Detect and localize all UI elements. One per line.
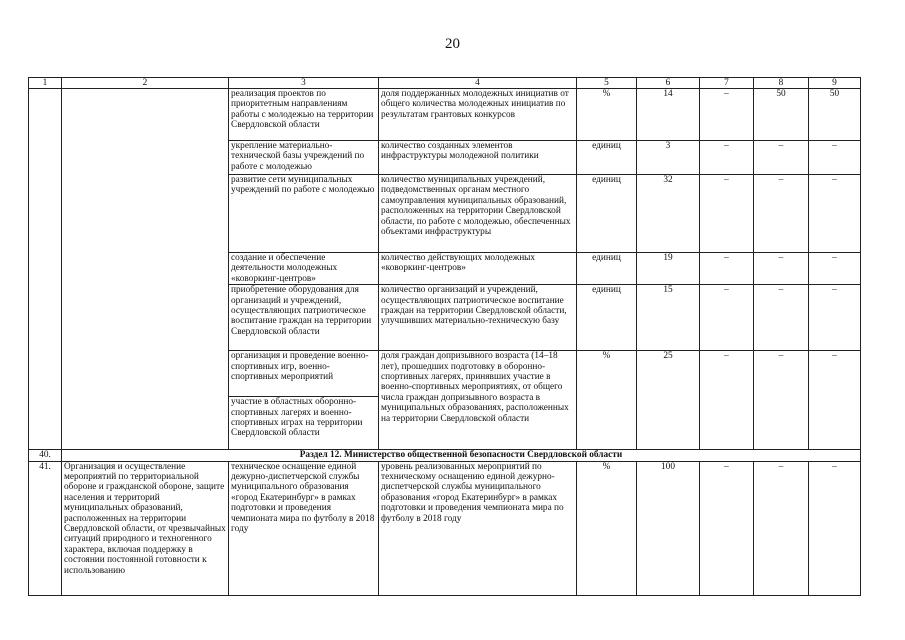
value-cell: –: [754, 351, 809, 450]
unit-cell: единиц: [577, 175, 637, 253]
value-cell: –: [809, 285, 861, 351]
value-cell: –: [809, 253, 861, 285]
column-number: 5: [577, 78, 637, 89]
unit-cell: %: [577, 89, 637, 141]
value-cell: 15: [637, 285, 700, 351]
unit-cell: %: [577, 351, 637, 450]
value-cell: 50: [754, 89, 809, 141]
table-row: [29, 89, 861, 141]
column-number: 9: [809, 78, 861, 89]
event-cell: техническое оснащение единой дежурно-диспетчерской службы муниципального образования «город Екатеринбург» в рамках подготовки и проведения чемпионата мира по футболу в 2018 году: [229, 461, 379, 595]
value-cell: –: [700, 89, 754, 141]
indicator-cell: количество действующих молодежных «коворкинг-центров»: [379, 253, 577, 285]
section-row: [29, 450, 861, 461]
row-number-cell: [29, 89, 62, 450]
column-number: 8: [754, 78, 809, 89]
value-cell: –: [700, 461, 754, 595]
value-cell: –: [809, 141, 861, 175]
indicator-cell: доля поддержанных молодежных инициатив от общего количества молодежных инициатив по результатам грантовых конкурсов: [379, 89, 577, 141]
indicators-table: [28, 77, 861, 596]
value-cell: –: [754, 285, 809, 351]
unit-cell: единиц: [577, 285, 637, 351]
event-name-cell: [62, 89, 229, 450]
value-cell: –: [700, 141, 754, 175]
value-cell: –: [809, 351, 861, 450]
page-number: 20: [445, 36, 460, 52]
event-name-cell: Организация и осуществление мероприятий по территориальной обороне и гражданской обороне, защите населения и территорий муниципальных образований, расположенных на территории Свердловской области, от чрезвычайных ситуаций природного и техногенного характера, включая поддержку в состоянии постоянной готовности к использованию: [62, 461, 229, 595]
row-number-cell: 41.: [29, 461, 62, 595]
value-cell: –: [700, 253, 754, 285]
column-number: 1: [29, 78, 62, 89]
event-cell: реализация проектов по приоритетным направлениям работы с молодежью на территории Свердловской области: [229, 89, 379, 141]
value-cell: –: [754, 253, 809, 285]
value-cell: –: [754, 461, 809, 595]
event-cell: развитие сети муниципальных учреждений по работе с молодежью: [229, 175, 379, 253]
value-cell: –: [700, 351, 754, 450]
indicator-cell: количество организаций и учреждений, осуществляющих патриотическое воспитание граждан на территории Свердловской области, улучшивших материально-техническую базу: [379, 285, 577, 351]
column-number: 6: [637, 78, 700, 89]
indicator-cell: доля граждан допризывного возраста (14–18 лет), прошедших подготовку в оборонно-спортивных лагерях, принявших участие в военно-спортивных мероприятиях, от общего числа граждан допризывного возраста в муниципальных образованиях, расположенных на территории Свердловской области: [379, 351, 577, 450]
value-cell: –: [700, 285, 754, 351]
unit-cell: единиц: [577, 253, 637, 285]
column-number: 3: [229, 78, 379, 89]
value-cell: –: [809, 461, 861, 595]
event-cell: создание и обеспечение деятельности молодежных «коворкинг-центров»: [229, 253, 379, 285]
column-number: 4: [379, 78, 577, 89]
event-cell: приобретение оборудования для организаций и учреждений, осуществляющих патриотическое воспитание граждан на территории Свердловской области: [229, 285, 379, 351]
column-number: 7: [700, 78, 754, 89]
value-cell: 14: [637, 89, 700, 141]
event-cell: участие в областных оборонно-спортивных лагерях и военно-спортивных играх на территории Свердловской области: [229, 397, 379, 450]
indicator-cell: количество созданных элементов инфраструктуры молодежной политики: [379, 141, 577, 175]
event-cell: организация и проведение военно-спортивных игр, военно-спортивных мероприятий: [229, 351, 379, 397]
unit-cell: единиц: [577, 141, 637, 175]
column-number: 2: [62, 78, 229, 89]
value-cell: 50: [809, 89, 861, 141]
value-cell: –: [809, 175, 861, 253]
unit-cell: %: [577, 461, 637, 595]
value-cell: –: [700, 175, 754, 253]
value-cell: –: [754, 141, 809, 175]
value-cell: 32: [637, 175, 700, 253]
section-title: Раздел 12. Министерство общественной безопасности Свердловской области: [62, 450, 861, 461]
value-cell: 100: [637, 461, 700, 595]
value-cell: 3: [637, 141, 700, 175]
column-number-row: [29, 78, 861, 89]
table-row: [29, 461, 861, 595]
value-cell: 19: [637, 253, 700, 285]
event-cell: укрепление материально-технической базы учреждений по работе с молодежью: [229, 141, 379, 175]
indicator-cell: уровень реализованных мероприятий по техническому оснащению единой дежурно-диспетчерской службы муниципального образования «город Екатеринбург» в рамках подготовки и проведения чемпионата мира по футболу в 2018 году: [379, 461, 577, 595]
value-cell: –: [754, 175, 809, 253]
value-cell: 25: [637, 351, 700, 450]
row-number-cell: 40.: [29, 450, 62, 461]
indicator-cell: количество муниципальных учреждений, подведомственных органам местного самоуправления муниципальных образований, расположенных на территории Свердловской области, по работе с молодежью, обеспеченных объектами инфраструктуры: [379, 175, 577, 253]
